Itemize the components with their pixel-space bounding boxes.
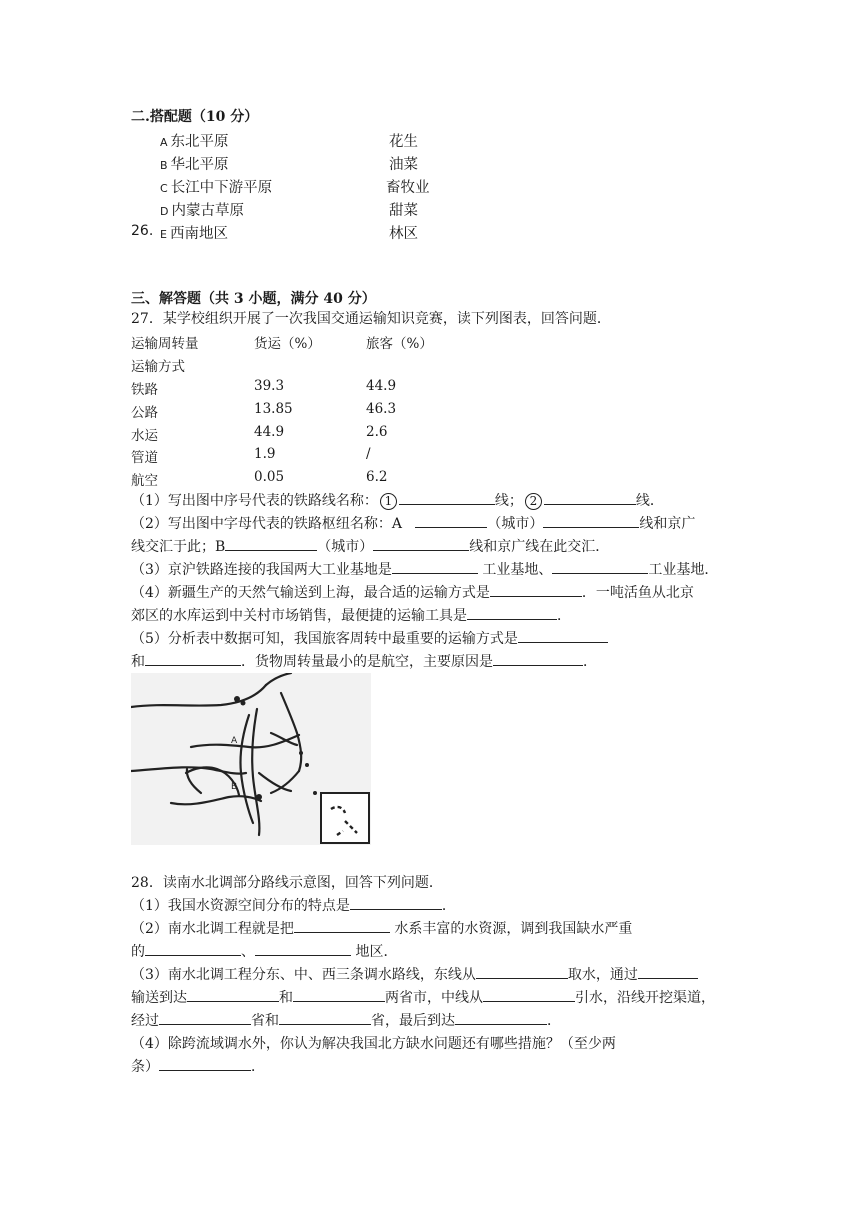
question-26-number: 26. (131, 223, 154, 239)
match-left-a: A 东北平原 (160, 134, 229, 150)
match-right-4: 甜菜 (389, 203, 418, 219)
table-subheader: 运输方式 (131, 359, 185, 375)
section3-title: 三、解答题（共 3 小题，满分 40 分） (131, 291, 376, 307)
blank[interactable] (399, 490, 495, 505)
q28-part4-line1: （4）除跨流域调水外，你认为解决我国北方缺水问题还有哪些措施？（至少两 (131, 1036, 616, 1052)
match-right-1: 花生 (389, 134, 418, 150)
table-cell: 管道 (131, 450, 158, 466)
blank[interactable] (483, 987, 575, 1002)
table-cell: 铁路 (131, 382, 158, 398)
blank[interactable] (490, 582, 582, 597)
map-label-a: A (231, 736, 238, 746)
table-cell: 6.2 (366, 469, 388, 485)
blank[interactable] (145, 651, 241, 666)
q28-part2-line1: （2）南水北调工程就是把 水系丰富的水资源，调到我国缺水严重 (131, 918, 632, 940)
blank[interactable] (255, 941, 351, 956)
number-2-icon: 2 (525, 493, 542, 510)
q28-part3-line1: （3）南水北调工程分东、中、西三条调水路线，东线从 取水，通过 (131, 964, 698, 986)
blank[interactable] (415, 513, 487, 528)
q27-part5-line1: （5）分析表中数据可知，我国旅客周转中最重要的运输方式是 (131, 628, 608, 650)
blank[interactable] (159, 1056, 251, 1071)
map-label-b: B (231, 782, 238, 792)
table-cell: 航空 (131, 473, 158, 489)
blank[interactable] (467, 605, 557, 620)
table-header-0: 运输周转量 (131, 336, 199, 352)
blank[interactable] (350, 895, 442, 910)
q28-part4-line2: 条） ． (131, 1056, 265, 1078)
q27-part5-line2: 和 ．货物周转量最小的是航空，主要原因是 ． (131, 651, 597, 673)
blank[interactable] (279, 1010, 371, 1025)
q28-part1: （1）我国水资源空间分布的特点是 ． (131, 895, 456, 917)
q28-part2-line2: 的 、 地区． (131, 941, 397, 963)
table-cell: 44.9 (254, 424, 285, 440)
table-cell: 水运 (131, 428, 158, 444)
blank[interactable] (293, 987, 385, 1002)
blank[interactable] (225, 536, 317, 551)
match-right-5: 林区 (389, 226, 418, 242)
q28-stem: 28．读南水北调部分路线示意图，回答下列问题． (131, 875, 443, 891)
table-cell: 公路 (131, 405, 158, 421)
blank[interactable] (373, 536, 469, 551)
table-cell: 1.9 (254, 446, 276, 462)
match-left-e: E 西南地区 (160, 226, 228, 242)
match-left-c: C 长江中下游平原 (160, 180, 273, 196)
table-header-1: 货运（%） (254, 336, 321, 352)
railway-map (131, 673, 371, 845)
table-cell: 46.3 (366, 401, 397, 417)
q28-part3-line3: 经过 省和 省，最后到达 ． (131, 1010, 561, 1032)
q27-stem: 27．某学校组织开展了一次我国交通运输知识竞赛，读下列图表，回答问题． (131, 311, 611, 327)
match-right-2: 油菜 (389, 157, 418, 173)
q27-part2-line2: 线交汇于此；B （城市） 线和京广线在此交汇． (131, 536, 609, 558)
section2-title: 二.搭配题（10 分） (131, 109, 259, 125)
blank[interactable] (493, 651, 583, 666)
table-cell: 0.05 (254, 469, 285, 485)
blank[interactable] (476, 964, 568, 979)
blank[interactable] (518, 628, 608, 643)
blank[interactable] (552, 559, 648, 574)
match-left-b: B 华北平原 (160, 157, 229, 173)
q27-part2-line1: （2）写出图中字母代表的铁路枢纽名称：A （城市） 线和京广 (131, 513, 695, 535)
q27-part4-line1: （4）新疆生产的天然气输送到上海，最合适的运输方式是 ．一吨活鱼从北京 (131, 582, 694, 604)
blank[interactable] (543, 513, 639, 528)
table-header-2: 旅客（%） (366, 336, 433, 352)
blank[interactable] (392, 559, 478, 574)
blank[interactable] (294, 918, 390, 933)
q27-part1: （1）写出图中序号代表的铁路线名称： 1 线； 2 线． (131, 490, 664, 512)
blank[interactable] (187, 987, 279, 1002)
q27-part4-line2: 郊区的水库运到中关村市场销售，最便捷的运输工具是 ． (131, 605, 571, 627)
table-cell: / (366, 446, 371, 462)
blank[interactable] (544, 490, 636, 505)
blank[interactable] (159, 1010, 251, 1025)
match-right-3: 畜牧业 (386, 180, 430, 196)
number-1-icon: 1 (380, 493, 397, 510)
q28-part3-line2: 输送到达 和 两省市，中线从 引水，沿线开挖渠道， (131, 987, 715, 1009)
table-cell: 39.3 (254, 378, 285, 394)
table-cell: 2.6 (366, 424, 388, 440)
table-cell: 13.85 (254, 401, 293, 417)
table-cell: 44.9 (366, 378, 397, 394)
blank[interactable] (145, 941, 241, 956)
match-left-d: D 内蒙古草原 (160, 203, 244, 219)
blank[interactable] (638, 964, 698, 979)
q27-part3: （3）京沪铁路连接的我国两大工业基地是 工业基地、 工业基地． (131, 559, 718, 581)
blank[interactable] (455, 1010, 547, 1025)
